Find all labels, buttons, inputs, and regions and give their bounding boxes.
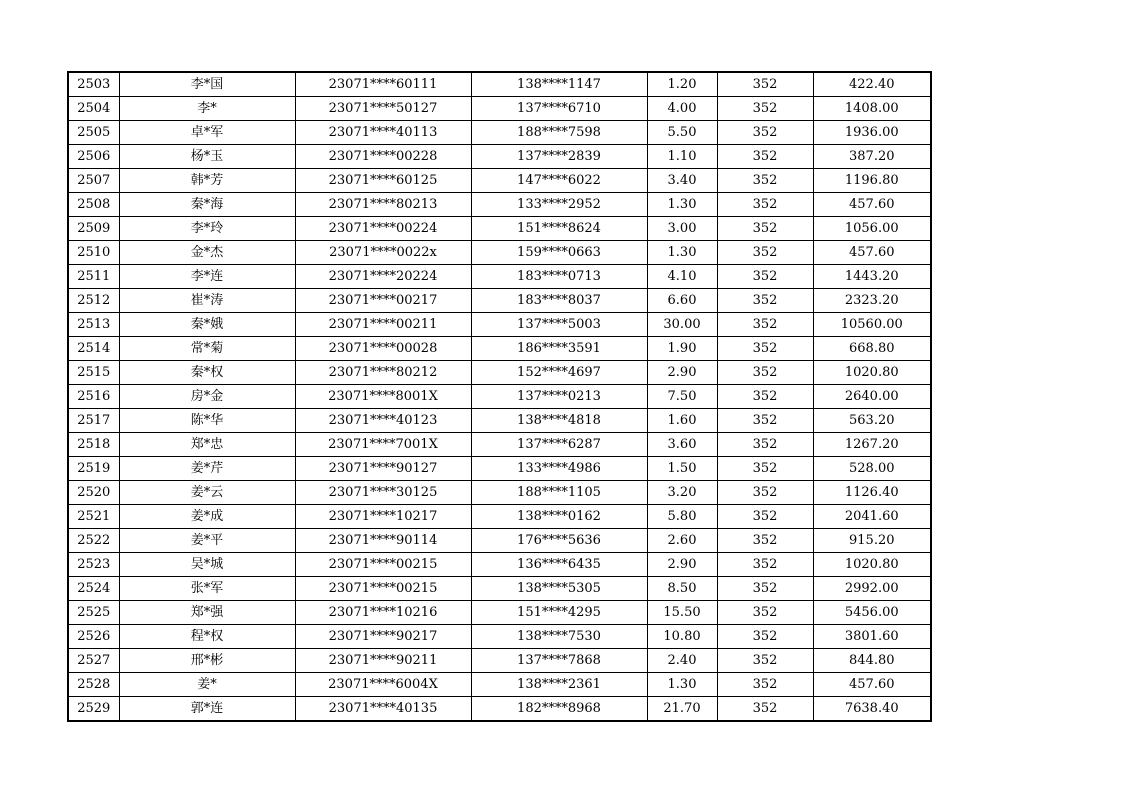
rate-cell: 352 [717,385,813,409]
amount-cell: 457.60 [813,673,931,697]
table-row [68,529,931,553]
name-cell: 李* [119,97,295,121]
id-number-cell: 23071****00217 [295,289,471,313]
row-number-cell: 2527 [68,649,119,673]
rate-cell: 352 [717,121,813,145]
name-cell: 常*菊 [119,337,295,361]
row-number-cell: 2517 [68,409,119,433]
rate-cell: 352 [717,265,813,289]
table-row [68,457,931,481]
id-number-cell: 23071****7001X [295,433,471,457]
row-number-cell: 2507 [68,169,119,193]
amount-cell: 1056.00 [813,217,931,241]
name-cell: 秦*海 [119,193,295,217]
table-row [68,265,931,289]
name-cell: 姜*芹 [119,457,295,481]
amount-cell: 563.20 [813,409,931,433]
quantity-cell: 2.90 [647,553,717,577]
amount-cell: 1020.80 [813,553,931,577]
phone-cell: 137****2839 [471,145,647,169]
id-number-cell: 23071****10217 [295,505,471,529]
id-number-cell: 23071****40113 [295,121,471,145]
amount-cell: 422.40 [813,72,931,97]
table-row [68,97,931,121]
row-number-cell: 2514 [68,337,119,361]
quantity-cell: 21.70 [647,697,717,722]
table-row [68,601,931,625]
amount-cell: 1020.80 [813,361,931,385]
quantity-cell: 3.00 [647,217,717,241]
rate-cell: 352 [717,649,813,673]
table-row [68,625,931,649]
name-cell: 李*国 [119,72,295,97]
phone-cell: 137****7868 [471,649,647,673]
table-row [68,577,931,601]
amount-cell: 668.80 [813,337,931,361]
rate-cell: 352 [717,169,813,193]
table-row [68,337,931,361]
rate-cell: 352 [717,409,813,433]
rate-cell: 352 [717,337,813,361]
id-number-cell: 23071****00215 [295,577,471,601]
id-number-cell: 23071****0022x [295,241,471,265]
name-cell: 邢*彬 [119,649,295,673]
amount-cell: 528.00 [813,457,931,481]
row-number-cell: 2522 [68,529,119,553]
table-row [68,169,931,193]
name-cell: 李*玲 [119,217,295,241]
name-cell: 金*杰 [119,241,295,265]
rate-cell: 352 [717,673,813,697]
id-number-cell: 23071****00211 [295,313,471,337]
name-cell: 程*权 [119,625,295,649]
name-cell: 韩*芳 [119,169,295,193]
table-row [68,241,931,265]
phone-cell: 137****6710 [471,97,647,121]
amount-cell: 1936.00 [813,121,931,145]
phone-cell: 137****0213 [471,385,647,409]
id-number-cell: 23071****00028 [295,337,471,361]
table-row [68,409,931,433]
row-number-cell: 2505 [68,121,119,145]
rate-cell: 352 [717,505,813,529]
row-number-cell: 2521 [68,505,119,529]
table-row [68,673,931,697]
quantity-cell: 3.60 [647,433,717,457]
name-cell: 秦*权 [119,361,295,385]
table-row [68,193,931,217]
quantity-cell: 1.10 [647,145,717,169]
id-number-cell: 23071****8001X [295,385,471,409]
quantity-cell: 1.30 [647,241,717,265]
phone-cell: 151****8624 [471,217,647,241]
id-number-cell: 23071****6004X [295,673,471,697]
table-row [68,433,931,457]
phone-cell: 138****5305 [471,577,647,601]
quantity-cell: 5.50 [647,121,717,145]
rate-cell: 352 [717,553,813,577]
amount-cell: 5456.00 [813,601,931,625]
rate-cell: 352 [717,217,813,241]
phone-cell: 176****5636 [471,529,647,553]
rate-cell: 352 [717,529,813,553]
table-row [68,505,931,529]
quantity-cell: 4.10 [647,265,717,289]
quantity-cell: 1.30 [647,193,717,217]
row-number-cell: 2518 [68,433,119,457]
name-cell: 卓*军 [119,121,295,145]
row-number-cell: 2506 [68,145,119,169]
phone-cell: 136****6435 [471,553,647,577]
table-row [68,313,931,337]
rate-cell: 352 [717,601,813,625]
phone-cell: 138****4818 [471,409,647,433]
quantity-cell: 8.50 [647,577,717,601]
phone-cell: 188****1105 [471,481,647,505]
table-row [68,481,931,505]
id-number-cell: 23071****90217 [295,625,471,649]
rate-cell: 352 [717,145,813,169]
quantity-cell: 3.40 [647,169,717,193]
id-number-cell: 23071****40123 [295,409,471,433]
amount-cell: 844.80 [813,649,931,673]
phone-cell: 138****7530 [471,625,647,649]
table-row [68,553,931,577]
quantity-cell: 7.50 [647,385,717,409]
table-row [68,289,931,313]
phone-cell: 138****0162 [471,505,647,529]
name-cell: 郭*连 [119,697,295,722]
quantity-cell: 1.50 [647,457,717,481]
data-table [67,71,932,722]
rate-cell: 352 [717,72,813,97]
name-cell: 姜* [119,673,295,697]
id-number-cell: 23071****30125 [295,481,471,505]
quantity-cell: 15.50 [647,601,717,625]
table-row [68,649,931,673]
amount-cell: 1267.20 [813,433,931,457]
amount-cell: 1196.80 [813,169,931,193]
rate-cell: 352 [717,289,813,313]
row-number-cell: 2520 [68,481,119,505]
phone-cell: 152****4697 [471,361,647,385]
amount-cell: 2323.20 [813,289,931,313]
table-row [68,217,931,241]
name-cell: 张*军 [119,577,295,601]
quantity-cell: 1.90 [647,337,717,361]
row-number-cell: 2524 [68,577,119,601]
amount-cell: 2640.00 [813,385,931,409]
table-body [68,72,931,721]
amount-cell: 3801.60 [813,625,931,649]
id-number-cell: 23071****20224 [295,265,471,289]
quantity-cell: 30.00 [647,313,717,337]
amount-cell: 1443.20 [813,265,931,289]
amount-cell: 915.20 [813,529,931,553]
name-cell: 杨*玉 [119,145,295,169]
rate-cell: 352 [717,361,813,385]
amount-cell: 1126.40 [813,481,931,505]
id-number-cell: 23071****90114 [295,529,471,553]
row-number-cell: 2515 [68,361,119,385]
amount-cell: 1408.00 [813,97,931,121]
id-number-cell: 23071****90127 [295,457,471,481]
row-number-cell: 2503 [68,72,119,97]
row-number-cell: 2510 [68,241,119,265]
quantity-cell: 1.60 [647,409,717,433]
id-number-cell: 23071****00215 [295,553,471,577]
rate-cell: 352 [717,577,813,601]
rate-cell: 352 [717,241,813,265]
quantity-cell: 5.80 [647,505,717,529]
quantity-cell: 10.80 [647,625,717,649]
id-number-cell: 23071****00228 [295,145,471,169]
id-number-cell: 23071****60111 [295,72,471,97]
table-row [68,145,931,169]
quantity-cell: 6.60 [647,289,717,313]
amount-cell: 457.60 [813,241,931,265]
row-number-cell: 2519 [68,457,119,481]
row-number-cell: 2526 [68,625,119,649]
rate-cell: 352 [717,697,813,722]
id-number-cell: 23071****10216 [295,601,471,625]
row-number-cell: 2516 [68,385,119,409]
name-cell: 陈*华 [119,409,295,433]
name-cell: 房*金 [119,385,295,409]
rate-cell: 352 [717,481,813,505]
amount-cell: 387.20 [813,145,931,169]
table-row [68,385,931,409]
table-row [68,361,931,385]
rate-cell: 352 [717,433,813,457]
quantity-cell: 2.60 [647,529,717,553]
amount-cell: 10560.00 [813,313,931,337]
quantity-cell: 3.20 [647,481,717,505]
rate-cell: 352 [717,457,813,481]
name-cell: 崔*涛 [119,289,295,313]
quantity-cell: 2.40 [647,649,717,673]
id-number-cell: 23071****60125 [295,169,471,193]
row-number-cell: 2525 [68,601,119,625]
phone-cell: 188****7598 [471,121,647,145]
phone-cell: 151****4295 [471,601,647,625]
table-row [68,697,931,722]
phone-cell: 133****4986 [471,457,647,481]
quantity-cell: 1.20 [647,72,717,97]
row-number-cell: 2508 [68,193,119,217]
phone-cell: 183****8037 [471,289,647,313]
row-number-cell: 2529 [68,697,119,722]
quantity-cell: 2.90 [647,361,717,385]
name-cell: 姜*云 [119,481,295,505]
rate-cell: 352 [717,625,813,649]
phone-cell: 182****8968 [471,697,647,722]
amount-cell: 457.60 [813,193,931,217]
id-number-cell: 23071****40135 [295,697,471,722]
row-number-cell: 2509 [68,217,119,241]
phone-cell: 133****2952 [471,193,647,217]
phone-cell: 147****6022 [471,169,647,193]
row-number-cell: 2523 [68,553,119,577]
name-cell: 郑*忠 [119,433,295,457]
table-row [68,121,931,145]
table-row [68,72,931,97]
row-number-cell: 2512 [68,289,119,313]
row-number-cell: 2511 [68,265,119,289]
quantity-cell: 1.30 [647,673,717,697]
row-number-cell: 2504 [68,97,119,121]
name-cell: 姜*平 [119,529,295,553]
id-number-cell: 23071****00224 [295,217,471,241]
row-number-cell: 2528 [68,673,119,697]
name-cell: 郑*强 [119,601,295,625]
phone-cell: 138****2361 [471,673,647,697]
id-number-cell: 23071****90211 [295,649,471,673]
rate-cell: 352 [717,313,813,337]
amount-cell: 2992.00 [813,577,931,601]
rate-cell: 352 [717,193,813,217]
phone-cell: 137****5003 [471,313,647,337]
phone-cell: 159****0663 [471,241,647,265]
amount-cell: 7638.40 [813,697,931,722]
row-number-cell: 2513 [68,313,119,337]
amount-cell: 2041.60 [813,505,931,529]
name-cell: 姜*成 [119,505,295,529]
name-cell: 吴*城 [119,553,295,577]
phone-cell: 137****6287 [471,433,647,457]
phone-cell: 138****1147 [471,72,647,97]
id-number-cell: 23071****80213 [295,193,471,217]
phone-cell: 186****3591 [471,337,647,361]
name-cell: 秦*娥 [119,313,295,337]
rate-cell: 352 [717,97,813,121]
name-cell: 李*连 [119,265,295,289]
phone-cell: 183****0713 [471,265,647,289]
id-number-cell: 23071****80212 [295,361,471,385]
id-number-cell: 23071****50127 [295,97,471,121]
quantity-cell: 4.00 [647,97,717,121]
